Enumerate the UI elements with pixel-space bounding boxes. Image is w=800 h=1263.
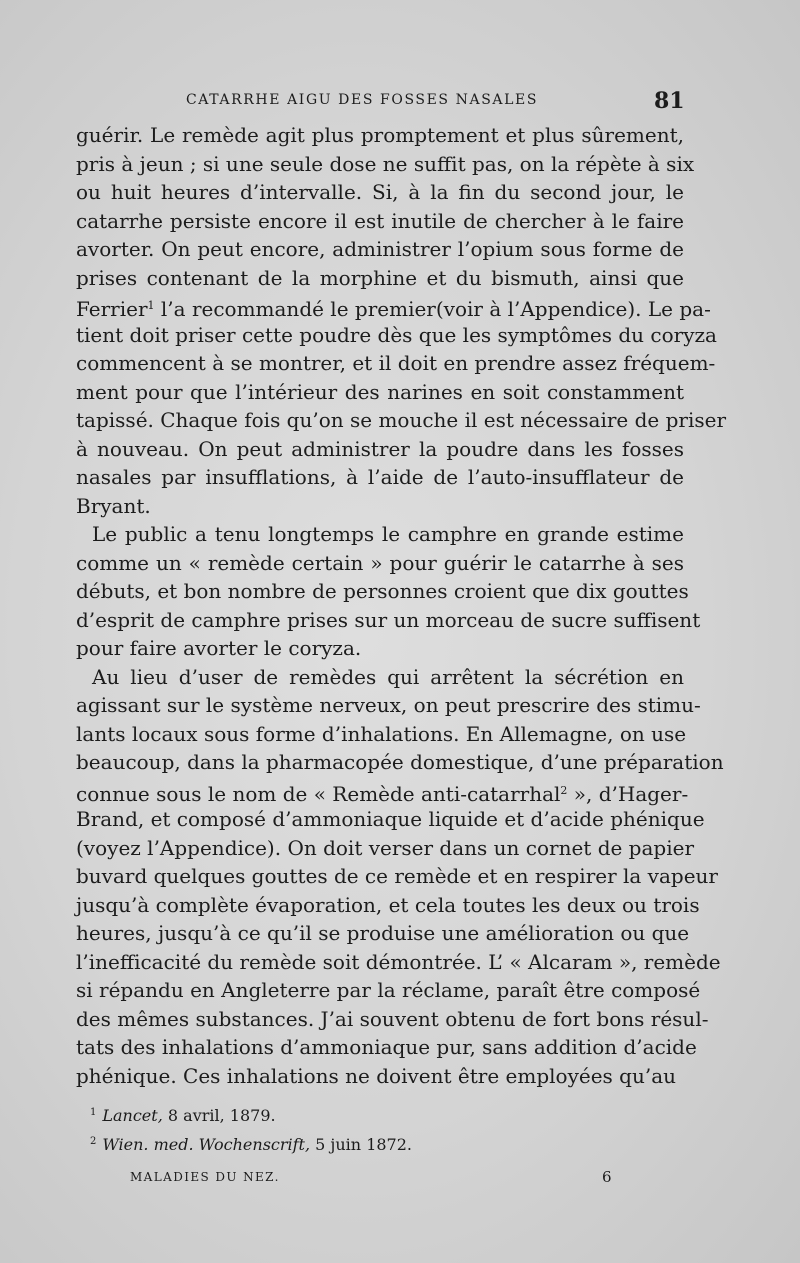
running-head	[186, 88, 686, 114]
text-line: buvard quelques gouttes de ce remède et en respirer la vapeur	[76, 864, 718, 888]
footnote-mark: 2	[90, 1136, 97, 1147]
line-text: connue sous le nom de « Remède anti-catarrhal	[76, 781, 561, 806]
text-line	[76, 292, 711, 321]
text-line: tapissé. Chaque fois qu’on se mouche il est nécessaire de priser	[76, 408, 727, 432]
text-line: tats des inhalations d’ammoniaque pur, sans addition d’acide	[76, 1035, 697, 1059]
text-line: comme un « remède certain » pour guérir le catarrhe à ses	[76, 550, 684, 575]
paragraph	[76, 121, 727, 520]
text-line: guérir. Le remède agit plus promptement et plus sûrement,	[76, 123, 684, 147]
text-line: nasales par insufflations, à l’aide de l’auto-insufflateur de	[76, 465, 684, 489]
text-line: Brand, et composé d’ammoniaque liquide et d’acide phénique	[76, 807, 705, 831]
text-line: prises contenant de la morphine et du bismuth, ainsi que	[76, 265, 684, 290]
text-line: tient doit priser cette poudre dès que les symptômes du coryza	[76, 322, 717, 347]
footnote-mark: 1	[90, 1107, 97, 1118]
text-line: phénique. Ces inhalations ne doivent être employées qu’au	[76, 1063, 676, 1088]
text-line: pris à jeun ; si une seule dose ne suffit pas, on la répète à six	[76, 151, 695, 176]
footnote-detail: 8 avril, 1879.	[162, 1106, 276, 1125]
footnote-ref: 1	[147, 299, 155, 312]
text-line: débuts, et bon nombre de personnes croient que dix gouttes	[76, 579, 689, 603]
text-line: commencent à se montrer, et il doit en prendre assez fréquem-	[76, 351, 716, 375]
text-line: à nouveau. On peut administrer la poudre dans les fosses	[76, 436, 684, 461]
text-line: agissant sur le système nerveux, on peut prescrire des stimu-	[76, 693, 701, 717]
text-line: lants locaux sous forme d’inhalations. En Allemagne, on use	[76, 721, 687, 746]
text-line: si répandu en Angleterre par la réclame, paraît être composé	[76, 978, 701, 1002]
footnote-detail: 5 juin 1872.	[310, 1135, 412, 1154]
footnote-source: Lancet,	[102, 1106, 163, 1125]
signature-title: MALADIES DU NEZ.	[130, 1170, 280, 1184]
text-line: catarrhe persiste encore il est inutile de chercher à le faire	[76, 208, 684, 233]
text-line: pour faire avorter le coryza.	[76, 636, 362, 660]
text-line: l’inefficacité du remède soit démontrée. L’ « Alcaram », remède	[76, 949, 721, 974]
footnote	[90, 1129, 650, 1158]
line-text: Ferrier	[76, 297, 148, 321]
footnote-ref: 2	[560, 783, 568, 797]
footnote-source: Wien. med. Wochenscrift,	[102, 1135, 311, 1154]
text-line: jusqu’à complète évaporation, et cela toutes les deux ou trois	[76, 892, 700, 917]
text-line: ou huit heures d’intervalle. Si, à la fin du second jour, le	[76, 180, 684, 204]
text-line: des mêmes substances. J’ai souvent obtenu de fort bons résul-	[76, 1006, 709, 1031]
body-text	[76, 121, 727, 1090]
paragraph	[76, 520, 701, 663]
running-title: CATARRHE AIGU DES FOSSES NASALES	[186, 92, 539, 108]
text-line	[76, 777, 689, 806]
footnotes	[90, 1100, 650, 1158]
page-number: 81	[654, 88, 685, 114]
text-line: Bryant.	[76, 493, 151, 518]
line-text: », d’Hager-	[567, 781, 689, 806]
text-line: ment pour que l’intérieur des narines en soit constamment	[76, 379, 684, 404]
text-line: Le public a tenu longtemps le camphre en grande estime	[92, 522, 684, 546]
text-line: d’esprit de camphre prises sur un morceau de sucre suffisent	[76, 607, 701, 632]
text-line: beaucoup, dans la pharmacopée domestique, d’une préparation	[76, 750, 724, 774]
paragraph	[76, 663, 724, 1091]
text-line: Au lieu d’user de remèdes qui arrêtent la sécrétion en	[92, 664, 684, 689]
footnote	[90, 1100, 650, 1129]
line-text: l’a recommandé le premier(voir à l’Appendice). Le pa-	[154, 297, 711, 321]
text-line: avorter. On peut encore, administrer l’opium sous forme de	[76, 237, 684, 261]
text-line: heures, jusqu’à ce qu’il se produise une amélioration ou que	[76, 921, 690, 945]
signature-number: 6	[602, 1168, 612, 1186]
text-line: (voyez l’Appendice). On doit verser dans un cornet de papier	[76, 835, 695, 860]
